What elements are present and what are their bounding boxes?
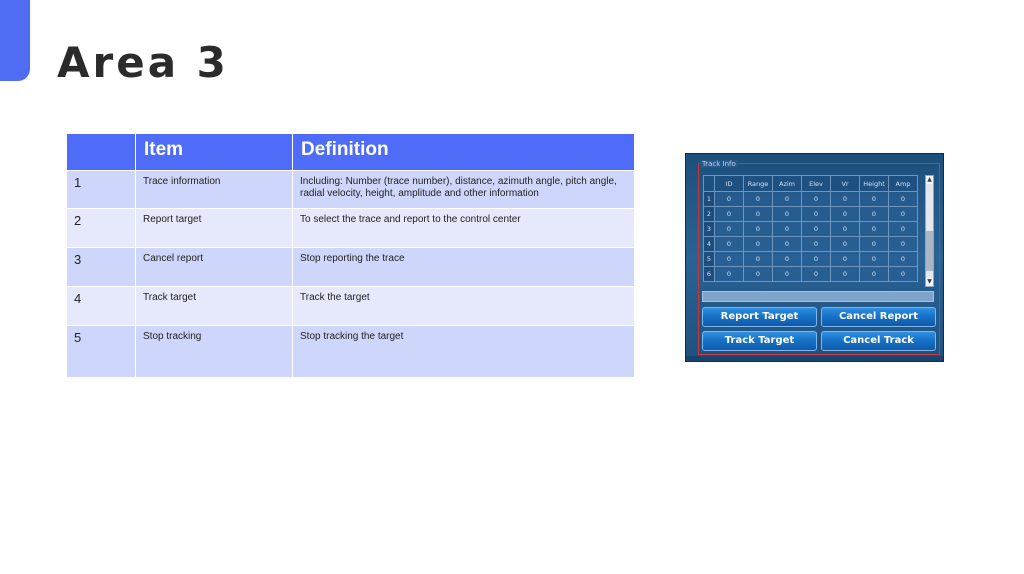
grid-cell: 0 <box>802 252 831 267</box>
grid-cell: 0 <box>802 267 831 282</box>
grid-cell: 0 <box>802 222 831 237</box>
grid-row[interactable] <box>704 267 918 282</box>
row-definition: Stop tracking the target <box>293 326 635 378</box>
col-azim[interactable]: Azim <box>773 176 802 192</box>
row-item: Trace information <box>136 171 293 209</box>
grid-header-row <box>704 176 918 192</box>
row-item: Cancel report <box>136 248 293 287</box>
grid-row[interactable] <box>704 252 918 267</box>
grid-row[interactable] <box>704 192 918 207</box>
grid-cell: 0 <box>889 207 918 222</box>
grid-cell: 0 <box>831 207 860 222</box>
cancel-report-button[interactable]: Cancel Report <box>821 307 936 327</box>
row-number: 5 <box>67 326 136 378</box>
grid-row-number: 4 <box>704 237 715 252</box>
table-row <box>67 287 635 326</box>
grid-cell: 0 <box>715 237 744 252</box>
status-field <box>702 291 934 302</box>
accent-bar <box>0 0 30 81</box>
grid-cell: 0 <box>889 252 918 267</box>
track-target-button[interactable]: Track Target <box>702 331 817 351</box>
grid-row-number: 2 <box>704 207 715 222</box>
table-row <box>67 209 635 248</box>
row-item: Track target <box>136 287 293 326</box>
grid-cell: 0 <box>831 267 860 282</box>
grid-cell: 0 <box>860 207 889 222</box>
grid-cell: 0 <box>715 222 744 237</box>
row-number: 3 <box>67 248 136 287</box>
grid-row[interactable] <box>704 222 918 237</box>
definition-table <box>66 133 635 378</box>
grid-cell: 0 <box>860 192 889 207</box>
grid-cell: 0 <box>889 222 918 237</box>
grid-cell: 0 <box>744 237 773 252</box>
grid-cell: 0 <box>744 252 773 267</box>
scroll-up-icon[interactable]: ▲ <box>927 176 932 183</box>
row-definition: Track the target <box>293 287 635 326</box>
row-item: Report target <box>136 209 293 248</box>
row-definition: Stop reporting the trace <box>293 248 635 287</box>
track-grid <box>703 175 918 282</box>
grid-cell: 0 <box>715 267 744 282</box>
slide-title: Area 3 <box>57 38 229 87</box>
grid-row[interactable] <box>704 237 918 252</box>
row-number: 2 <box>67 209 136 248</box>
grid-cell: 0 <box>889 267 918 282</box>
row-definition: Including: Number (trace number), distance, azimuth angle, pitch angle, radial velocity, height, amplitude and other information <box>293 171 635 209</box>
grid-row-number: 6 <box>704 267 715 282</box>
grid-row-number: 1 <box>704 192 715 207</box>
grid-cell: 0 <box>831 252 860 267</box>
header-item: Item <box>136 134 293 171</box>
grid-cell: 0 <box>773 252 802 267</box>
grid-cell: 0 <box>773 192 802 207</box>
grid-corner <box>704 176 715 192</box>
grid-cell: 0 <box>773 207 802 222</box>
grid-cell: 0 <box>715 207 744 222</box>
grid-cell: 0 <box>715 252 744 267</box>
grid-cell: 0 <box>860 252 889 267</box>
grid-cell: 0 <box>715 192 744 207</box>
grid-cell: 0 <box>773 222 802 237</box>
grid-row-number: 5 <box>704 252 715 267</box>
grid-cell: 0 <box>860 237 889 252</box>
row-definition: To select the trace and report to the control center <box>293 209 635 248</box>
track-info-panel <box>685 153 944 362</box>
grid-cell: 0 <box>889 192 918 207</box>
grid-cell: 0 <box>802 192 831 207</box>
grid-cell: 0 <box>773 267 802 282</box>
header-definition: Definition <box>293 134 635 171</box>
col-id[interactable]: ID <box>715 176 744 192</box>
cancel-track-button[interactable]: Cancel Track <box>821 331 936 351</box>
grid-scrollbar[interactable] <box>925 175 934 287</box>
grid-cell: 0 <box>773 237 802 252</box>
table-header-row <box>67 134 635 171</box>
grid-cell: 0 <box>802 237 831 252</box>
grid-row[interactable] <box>704 207 918 222</box>
grid-cell: 0 <box>744 267 773 282</box>
grid-cell: 0 <box>860 267 889 282</box>
grid-row-number: 3 <box>704 222 715 237</box>
table-row <box>67 171 635 209</box>
col-elev[interactable]: Elev <box>802 176 831 192</box>
grid-cell: 0 <box>802 207 831 222</box>
report-target-button[interactable]: Report Target <box>702 307 817 327</box>
panel-title: Track Info <box>702 160 736 168</box>
header-number <box>67 134 136 171</box>
grid-cell: 0 <box>889 237 918 252</box>
col-amp[interactable]: Amp <box>889 176 918 192</box>
col-height[interactable]: Height <box>860 176 889 192</box>
grid-cell: 0 <box>831 192 860 207</box>
grid-cell: 0 <box>831 222 860 237</box>
col-range[interactable]: Range <box>744 176 773 192</box>
row-item: Stop tracking <box>136 326 293 378</box>
table-row <box>67 248 635 287</box>
scroll-down-icon[interactable]: ▼ <box>927 278 932 285</box>
scroll-thumb[interactable] <box>926 231 933 271</box>
grid-cell: 0 <box>744 207 773 222</box>
grid-cell: 0 <box>744 222 773 237</box>
row-number: 4 <box>67 287 136 326</box>
grid-cell: 0 <box>860 222 889 237</box>
grid-cell: 0 <box>744 192 773 207</box>
row-number: 1 <box>67 171 136 209</box>
col-vr[interactable]: Vr <box>831 176 860 192</box>
table-row <box>67 326 635 378</box>
panel-bottom-edge <box>686 356 944 362</box>
grid-cell: 0 <box>831 237 860 252</box>
